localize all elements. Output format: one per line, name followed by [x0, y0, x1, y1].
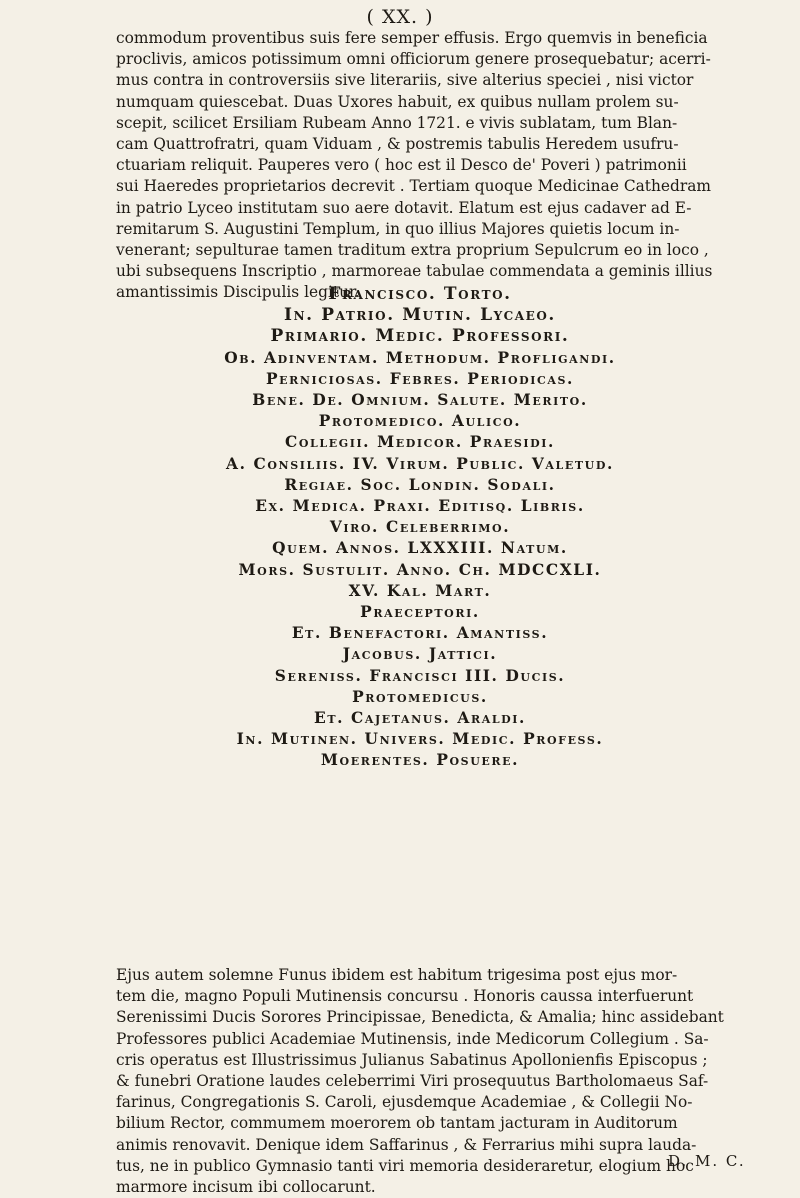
inscription-line: Mors. Sustulit. Anno. Ch. MDCCXLI.	[238, 560, 602, 579]
closing-line: & funebri Oratione laudes celeberrimi Viri prosequutus Bartholomaeus Saf-	[116, 1072, 709, 1091]
intro-line: numquam quiescebat. Duas Uxores habuit, ex quibus nullam prolem su-	[116, 92, 679, 111]
closing-line: cris operatus est Illustrissimus Julianus Sabatinus Apollonienfis Episcopus ;	[116, 1050, 708, 1069]
closing-line: animis renovavit. Denique idem Saffarinus , & Ferrarius mihi supra lauda-	[116, 1135, 697, 1154]
signature: D. M. C.	[668, 1152, 746, 1170]
inscription-line: Et. Benefactori. Amantiss.	[291, 624, 549, 643]
inscription-line: Collegii. Medicor. Praesidi.	[285, 433, 555, 452]
inscription-line: Praeceptori.	[360, 603, 480, 622]
inscription-line: Protomedicus.	[352, 687, 488, 706]
inscription-line: In. Patrio. Mutin. Lycaeo.	[284, 305, 556, 326]
closing-line: Ejus autem solemne Funus ibidem est habitum trigesima post ejus mor-	[116, 966, 678, 984]
inscription-line: Perniciosas. Febres. Periodicas.	[265, 369, 575, 388]
closing-line: tus, ne in publico Gymnasio tanti viri memoria desideraretur, elogium hoc	[116, 1156, 694, 1175]
inscription-line: Ob. Adinventam. Methodum. Profligandi.	[224, 348, 616, 367]
intro-line: proclivis, amicos potissimum omni officiorum genere prosequebatur; acerri-	[116, 50, 711, 69]
intro-line: in patrio Lyceo institutam suo aere dotavit. Elatum est ejus cadaver ad E-	[116, 198, 692, 217]
closing-line: marmore incisum ibi collocarunt.	[116, 1178, 376, 1197]
inscription-line: Ex. Medica. Praxi. Editisq. Libris.	[255, 497, 585, 516]
inscription-line: A. Consiliis. IV. Virum. Public. Valetud.	[226, 454, 614, 473]
intro-line: venerant; sepulturae tamen traditum extra proprium Sepulcrum eo in loco ,	[116, 241, 709, 260]
intro-line: sui Haeredes proprietarios decrevit . Tertiam quoque Medicinae Cathedram	[116, 177, 711, 196]
inscription-line: Moerentes. Posuere.	[320, 751, 520, 770]
inscription-line: Primario. Medic. Professori.	[270, 326, 570, 347]
inscription-line: XV. Kal. Mart.	[348, 581, 492, 600]
page-number: ( XX. )	[366, 6, 434, 28]
memorial-inscription	[110, 284, 730, 772]
inscription-line: Protomedico. Aulico.	[318, 412, 522, 431]
intro-line: amantissimis Discipulis legitur.	[116, 283, 360, 302]
intro-line: remitarum S. Augustini Templum, in quo illius Majores quietis locum in-	[116, 219, 680, 238]
inscription-line: Jacobus. Jattici.	[342, 645, 498, 664]
closing-line: Serenissimi Ducis Sorores Principissae, Benedicta, & Amalia; hinc assidebant	[116, 1008, 724, 1027]
inscription-line: Viro. Celeberrimo.	[329, 518, 511, 537]
inscription-line: Regiae. Soc. Londin. Sodali.	[284, 475, 556, 494]
intro-line: cam Quattrofratri, quam Viduam , & postremis tabulis Heredem usufru-	[116, 135, 679, 154]
closing-line: farinus, Congregationis S. Caroli, ejusdemque Academiae , & Collegii No-	[116, 1093, 693, 1112]
inscription-line: Et. Cajetanus. Araldi.	[313, 709, 527, 728]
intro-line: scepit, scilicet Ersiliam Rubeam Anno 1721. e vivis sublatam, tum Blan-	[116, 113, 678, 132]
closing-line: bilium Rector, commumem moerorem ob tantam jacturam in Auditorum	[116, 1114, 678, 1133]
inscription-line: In. Mutinen. Univers. Medic. Profess.	[236, 730, 604, 749]
inscription-line: Francisco. Torto.	[328, 284, 512, 304]
inscription-line: Bene. De. Omnium. Salute. Merito.	[252, 391, 588, 410]
inscription-line: Sereniss. Francisci III. Ducis.	[274, 666, 566, 685]
closing-paragraph	[116, 965, 732, 1198]
closing-line: tem die, magno Populi Mutinensis concursu . Honoris caussa interfuerunt	[116, 987, 694, 1006]
intro-line: ctuariam reliquit. Pauperes vero ( hoc est il Desco de' Poveri ) patrimonii	[116, 156, 687, 175]
closing-line: Professores publici Academiae Mutinensis, inde Medicorum Collegium . Sa-	[116, 1029, 709, 1048]
intro-paragraph	[116, 28, 732, 304]
intro-line: ubi subsequens Inscriptio , marmoreae tabulae commendata a geminis illius	[116, 262, 713, 281]
intro-line: commodum proventibus suis fere semper effusis. Ergo quemvis in beneficia	[116, 29, 708, 47]
intro-line: mus contra in controversiis sive literariis, sive alterius speciei , nisi victor	[116, 71, 694, 90]
inscription-line: Quem. Annos. LXXXIII. Natum.	[272, 539, 568, 558]
